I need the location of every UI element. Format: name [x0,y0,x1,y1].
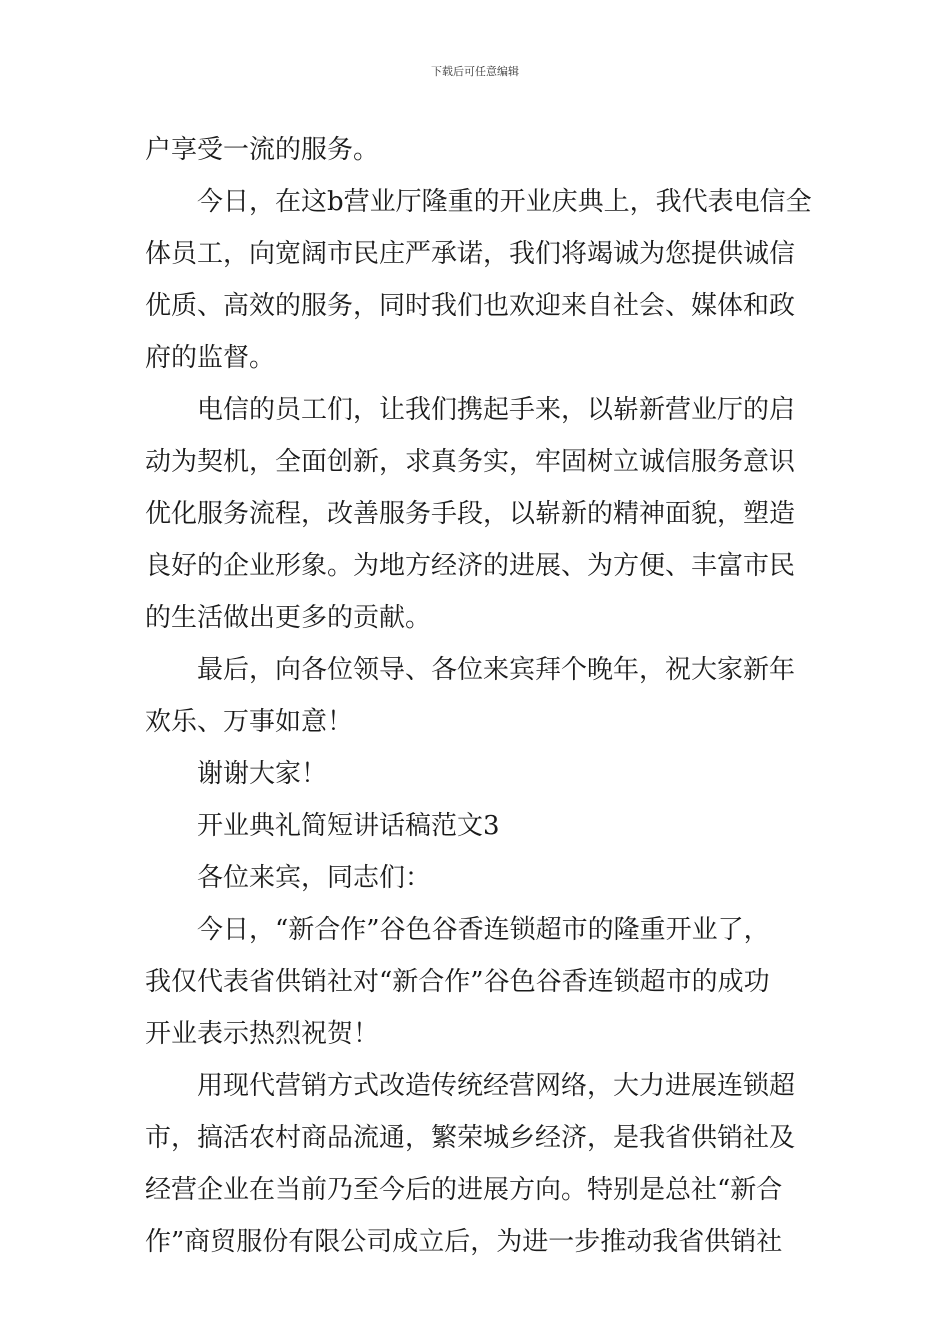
text-line: 市，搞活农村商品流通，繁荣城乡经济，是我省供销社及 [145,1123,796,1153]
text-line: 作”商贸服份有限公司成立后，为进一步推动我省供销社 [145,1227,783,1257]
salutation: 各位来宾，同志们： [197,863,432,893]
text-line: 我仅代表省供销社对“新合作”谷色谷香连锁超市的成功 [145,967,770,997]
document-body [145,124,815,1268]
text-line: 体员工，向宽阔市民庄严承诺，我们将竭诚为您提供诚信 [145,239,796,269]
section-title: 开业典礼简短讲话稿范文3 [197,811,500,841]
text-line: 欢乐、万事如意！ [145,707,354,737]
text-line: 良好的企业形象。为地方经济的进展、为方便、丰富市民 [145,551,796,581]
text-line: 府的监督。 [145,343,276,373]
text-line: 经营企业在当前乃至今后的进展方向。特别是总社“新合 [145,1175,783,1205]
page-header: 下载后可任意编辑 [431,65,519,78]
paragraph-start: 今日，在这b营业厅隆重的开业庆典上，我代表电信全 [197,187,812,217]
paragraph-start: 最后，向各位领导、各位来宾拜个晚年，祝大家新年 [197,655,796,685]
text-line: 优化服务流程，改善服务手段，以崭新的精神面貌，塑造 [145,499,796,529]
text-line: 开业表示热烈祝贺！ [145,1019,380,1049]
closing-thanks: 谢谢大家！ [197,759,328,789]
paragraph-start: 今日，“新合作”谷色谷香连锁超市的隆重开业了， [197,915,770,945]
text-line: 动为契机，全面创新，求真务实，牢固树立诚信服务意识 [145,447,796,477]
text-line: 户享受一流的服务。 [145,135,380,165]
text-line: 优质、高效的服务，同时我们也欢迎来自社会、媒体和政 [145,291,796,321]
paragraph-start: 电信的员工们，让我们携起手来，以崭新营业厅的启 [197,395,796,425]
text-line: 的生活做出更多的贡献。 [145,603,432,633]
paragraph-start: 用现代营销方式改造传统经营网络，大力进展连锁超 [197,1071,796,1101]
